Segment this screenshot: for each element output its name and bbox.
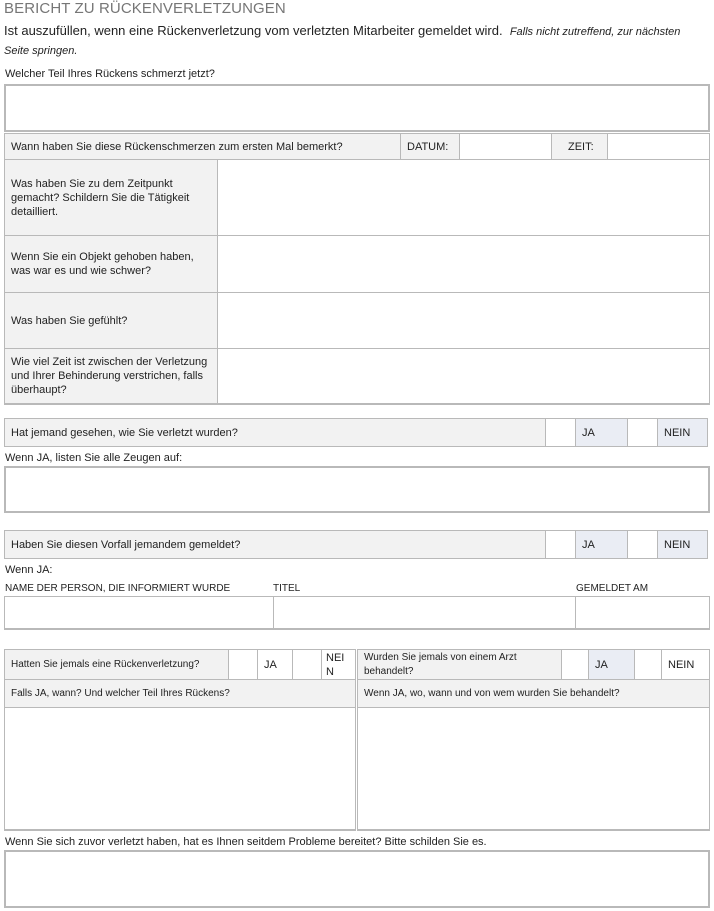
seen-yes-label: JA [575, 418, 628, 447]
if-yes-label: Wenn JA: [5, 564, 53, 576]
page-title: BERICHT ZU RÜCKENVERLETZUNGEN [4, 0, 286, 17]
date-label: DATUM: [400, 133, 460, 160]
reported-label: Haben Sie diesen Vorfall jemandem gemeldet? [4, 530, 546, 559]
doctor-yes-label: JA [588, 649, 635, 680]
back-part-label: Welcher Teil Ihres Rückens schmerzt jetzt? [5, 68, 215, 80]
intro-note: Falls nicht zutreffend, zur nächsten Seite springen. [4, 26, 681, 57]
back-part-field[interactable] [4, 84, 710, 132]
problems-since-label: Wenn Sie sich zuvor verletzt haben, hat es Ihnen seitdem Probleme bereitet? Bitte schilden Sie es. [5, 836, 487, 848]
doctor-yes-checkbox[interactable] [561, 649, 589, 680]
seen-no-checkbox[interactable] [627, 418, 658, 447]
time-between-field[interactable] [217, 348, 710, 405]
reported-on-column-header: GEMELDET AM [576, 583, 649, 594]
seen-label: Hat jemand gesehen, wie Sie verletzt wurden? [4, 418, 546, 447]
person-field[interactable] [4, 596, 274, 630]
prior-when-label: Falls JA, wann? Und welcher Teil Ihres Rückens? [4, 679, 356, 708]
time-between-label: Wie viel Zeit ist zwischen der Verletzung und Ihrer Behinderung verstrichen, falls überhaupt? [4, 348, 218, 405]
doing-label: Was haben Sie zu dem Zeitpunkt gemacht? Schildern Sie die Tätigkeit detailliert. [4, 159, 218, 236]
first-noticed-label: Wann haben Sie diese Rückenschmerzen zum ersten Mal bemerkt? [4, 133, 401, 160]
reported-on-field[interactable] [575, 596, 710, 630]
prior-when-field[interactable] [4, 707, 356, 831]
object-field[interactable] [217, 235, 710, 293]
date-field[interactable] [459, 133, 552, 160]
doctor-label: Wurden Sie jemals von einem Arzt behandelt? [357, 649, 562, 680]
intro-main: Ist auszufüllen, wenn eine Rückenverletzung vom verletzten Mitarbeiter gemeldet wird. [4, 23, 503, 38]
prior-injury-no-checkbox[interactable] [292, 649, 322, 680]
reported-no-checkbox[interactable] [627, 530, 658, 559]
felt-label: Was haben Sie gefühlt? [4, 292, 218, 349]
reported-yes-label: JA [575, 530, 628, 559]
prior-injury-yes-checkbox[interactable] [228, 649, 258, 680]
person-column-header: NAME DER PERSON, DIE INFORMIERT WURDE [5, 583, 231, 594]
prior-injury-no-label: NEI N [321, 649, 356, 680]
object-label: Wenn Sie ein Objekt gehoben haben, was war es und wie schwer? [4, 235, 218, 293]
title-column-header: TITEL [273, 583, 301, 594]
doctor-details-field[interactable] [357, 707, 710, 831]
witnesses-label: Wenn JA, listen Sie alle Zeugen auf: [5, 452, 183, 464]
intro-text [4, 22, 704, 60]
doctor-no-label: NEIN [661, 649, 710, 680]
title-field[interactable] [273, 596, 576, 630]
reported-no-label: NEIN [657, 530, 708, 559]
felt-field[interactable] [217, 292, 710, 349]
time-label: ZEIT: [551, 133, 608, 160]
reported-yes-checkbox[interactable] [545, 530, 576, 559]
prior-injury-yes-label: JA [257, 649, 293, 680]
prior-injury-label: Hatten Sie jemals eine Rückenverletzung? [4, 649, 229, 680]
doctor-details-label: Wenn JA, wo, wann und von wem wurden Sie behandelt? [357, 679, 710, 708]
time-field[interactable] [607, 133, 710, 160]
doctor-no-checkbox[interactable] [634, 649, 662, 680]
problems-since-field[interactable] [4, 850, 710, 908]
doing-field[interactable] [217, 159, 710, 236]
seen-yes-checkbox[interactable] [545, 418, 576, 447]
seen-no-label: NEIN [657, 418, 708, 447]
witnesses-field[interactable] [4, 466, 710, 513]
